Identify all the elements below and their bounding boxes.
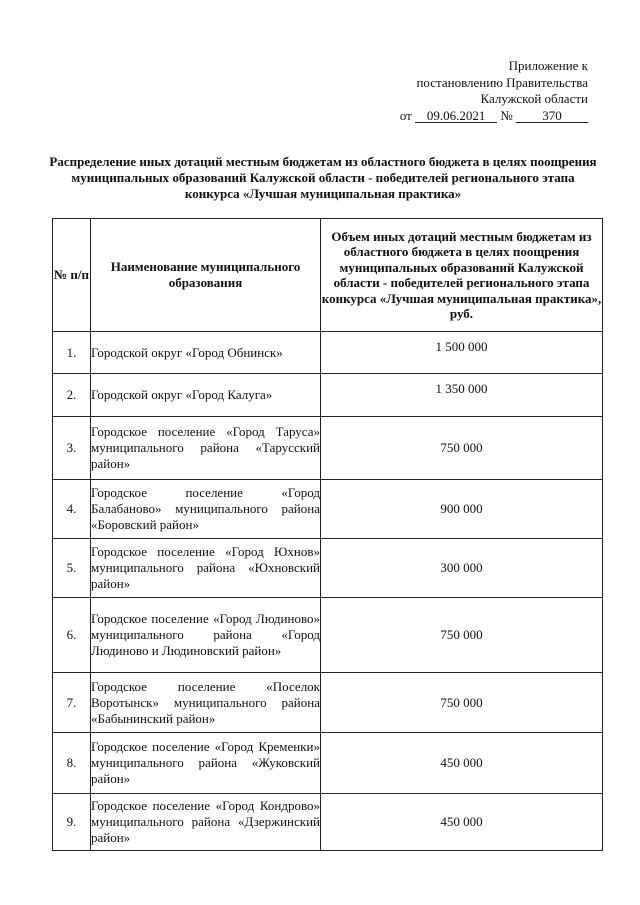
- row-name: Городской округ «Город Обнинск»: [91, 332, 321, 374]
- row-num: 3.: [53, 417, 91, 480]
- row-amount: 750 000: [321, 673, 603, 733]
- table-row: [53, 794, 603, 851]
- row-num: 9.: [53, 794, 91, 851]
- header-amount: Объем иных дотаций местным бюджетам из областного бюджета в целях поощрения муниципальных образований Калужской области - победителей регионального этапа конкурса «Лучшая муниципальная практика», руб.: [321, 219, 603, 332]
- header-name: Наименование муниципального образования: [91, 219, 321, 332]
- row-num: 7.: [53, 673, 91, 733]
- row-amount: 900 000: [321, 480, 603, 539]
- table-row: [53, 417, 603, 480]
- appendix-date-line: [328, 108, 588, 125]
- row-num: 2.: [53, 374, 91, 417]
- row-name: Городское поселение «Город Людиново» муниципального района «Город Людиново и Людиновский район»: [91, 598, 321, 673]
- table-row: [53, 374, 603, 417]
- row-name: Городское поселение «Город Таруса» муниципального района «Тарусский район»: [91, 417, 321, 480]
- table-header-row: [53, 219, 603, 332]
- table-row: [53, 673, 603, 733]
- row-amount: 1 500 000: [321, 332, 603, 374]
- row-num: 5.: [53, 539, 91, 598]
- appendix-header: [328, 58, 588, 124]
- table-row: [53, 539, 603, 598]
- row-name: Городское поселение «Поселок Воротынск» муниципального района «Бабынинский район»: [91, 673, 321, 733]
- row-name: Городское поселение «Город Кременки» муниципального района «Жуковский район»: [91, 733, 321, 794]
- appendix-line-3: Калужской области: [480, 91, 588, 106]
- decree-date: 09.06.2021: [415, 109, 497, 123]
- row-amount: 450 000: [321, 733, 603, 794]
- row-amount: 300 000: [321, 539, 603, 598]
- document-title: Распределение иных дотаций местным бюджетам из областного бюджета в целях поощрения муниципальных образований Калужской области - победителей регионального этапа конкурса «Лучшая муниципальная практика»: [49, 154, 597, 201]
- appendix-line-2: постановлению Правительства: [416, 74, 588, 90]
- row-num: 1.: [53, 332, 91, 374]
- distribution-table: [52, 218, 603, 851]
- row-amount: 1 350 000: [321, 374, 603, 417]
- row-amount: 750 000: [321, 417, 603, 480]
- table-row: [53, 733, 603, 794]
- number-label: №: [500, 107, 513, 123]
- row-name: Городской округ «Город Калуга»: [91, 374, 321, 417]
- header-num: № п/п: [53, 219, 91, 332]
- row-num: 6.: [53, 598, 91, 673]
- row-amount: 450 000: [321, 794, 603, 851]
- from-label: от: [399, 107, 412, 123]
- row-name: Городское поселение «Город Балабаново» муниципального района «Боровский район»: [91, 480, 321, 539]
- row-num: 8.: [53, 733, 91, 794]
- row-num: 4.: [53, 480, 91, 539]
- appendix-line-1: Приложение к: [508, 58, 588, 73]
- table-row: [53, 480, 603, 539]
- decree-number: 370: [516, 109, 588, 123]
- row-name: Городское поселение «Город Кондрово» муниципального района «Дзержинский район»: [91, 794, 321, 851]
- row-amount: 750 000: [321, 598, 603, 673]
- table-row: [53, 598, 603, 673]
- row-name: Городское поселение «Город Юхнов» муниципального района «Юхновский район»: [91, 539, 321, 598]
- table-row: [53, 332, 603, 374]
